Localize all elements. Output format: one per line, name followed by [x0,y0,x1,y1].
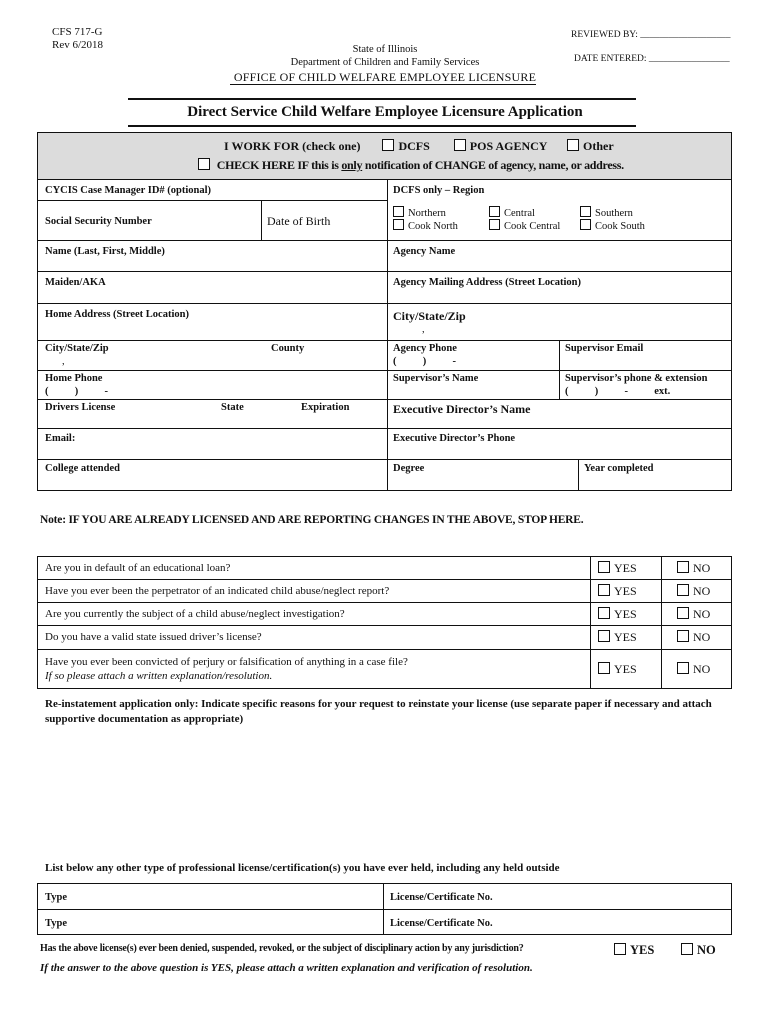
grid-divider [387,179,388,491]
license-no-2: License/Certificate No. [390,918,493,929]
expiration-label: Expiration [301,402,350,413]
office-name: OFFICE OF CHILD WELFARE EMPLOYEE LICENSURE [233,70,537,84]
q3-yes-checkbox[interactable] [598,607,610,619]
grid-rule [37,303,732,304]
work-for-row [224,139,614,154]
agency-city-label: City/State/Zip [393,309,466,323]
degree-label: Degree [393,463,425,474]
stop-note: Note: IF YOU ARE ALREADY LICENSED AND ARE REPORTING CHANGES IN THE ABOVE, STOP HERE. [40,514,584,526]
question-5-sub: If so please attach a written explanation/resolution. [45,670,273,682]
question-4: Do you have a valid state issued driver’s license? [45,631,262,643]
cook-north-checkbox[interactable] [393,219,404,230]
cook-central-checkbox[interactable] [489,219,500,230]
year-completed-label: Year completed [584,463,654,474]
q5-yes: YES [598,662,637,677]
denied-question: Has the above license(s) ever been denied, suspended, revoked, or the subject of disciplinary action by any jurisdiction? [40,943,524,954]
dcfs-region-label: DCFS only – Region [393,185,485,196]
grid-rule [37,399,732,400]
supervisor-phone-label: Supervisor’s phone & extension [565,373,708,384]
q4-yes-checkbox[interactable] [598,630,610,642]
q5-no: NO [677,662,710,677]
title-rule-bottom [128,125,636,127]
home-address-label: Home Address (Street Location) [45,309,189,320]
q1-yes-checkbox[interactable] [598,561,610,573]
reviewed-by: REVIEWED BY: ___________________ [571,30,731,40]
agency-phone-label: Agency Phone [393,343,457,354]
q1-yes: YES [598,561,637,576]
change-label: CHECK HERE IF this is [216,158,339,172]
license-type-1: Type [45,892,67,903]
agency-phone-format: ( ) - [393,356,456,367]
date-entered: DATE ENTERED: _________________ [574,54,730,64]
change-row [198,158,624,173]
agency-name-label: Agency Name [393,246,456,257]
grid-rule [37,459,732,460]
q2-no-checkbox[interactable] [677,584,689,596]
other-checkbox[interactable] [567,139,579,151]
license-no-1: License/Certificate No. [390,892,493,903]
grid-rule [37,340,732,341]
exec-phone-label: Executive Director’s Phone [393,433,516,444]
q5-yes-checkbox[interactable] [598,662,610,674]
q3-yes: YES [598,607,637,622]
header-rule [230,84,536,85]
title-rule-top [128,98,636,100]
form-title: Direct Service Child Welfare Employee Licensure Application [187,104,583,120]
maiden-label: Maiden/AKA [45,277,106,288]
question-2: Have you ever been the perpetrator of an indicated child abuse/neglect report? [45,585,390,597]
change-checkbox[interactable] [198,158,210,170]
q4-yes: YES [598,630,637,645]
question-5: Have you ever been convicted of perjury or falsification of anything in a case file? [45,656,408,668]
grid-divider [578,459,579,491]
license-divider [383,883,384,935]
q3-no: NO [677,607,710,622]
pos-agency-option: POS AGENCY [469,139,548,153]
license-list-label: List below any other type of professional license/certification(s) you have ever held, including any held outside [45,862,560,874]
grid-divider [261,200,262,240]
q-divider [661,556,662,689]
state-label: State [221,402,244,413]
q-rule [37,602,732,603]
q5-no-checkbox[interactable] [677,662,689,674]
cook-south-checkbox[interactable] [580,219,591,230]
license-type-2: Type [45,918,67,929]
form-rev: Rev 6/2018 [52,39,104,51]
region-cook-central: Cook Central [489,219,560,232]
q2-yes: YES [598,584,637,599]
pos-agency-checkbox[interactable] [454,139,466,151]
q1-no-checkbox[interactable] [677,561,689,573]
home-phone-format: ( ) - [45,386,108,397]
region-cook-north: Cook North [393,219,458,232]
cycis-label: CYCIS Case Manager ID# (optional) [45,185,212,196]
supervisor-phone-format: ( ) - ext. [565,386,671,397]
denied-yes-checkbox[interactable] [614,943,626,955]
name-label: Name (Last, First, Middle) [45,246,165,257]
region-southern: Southern [580,206,633,219]
dcfs-option: DCFS [398,139,430,153]
denied-yes: YES [614,943,654,958]
home-phone-label: Home Phone [45,373,103,384]
form-id: CFS 717-G [52,26,103,38]
q3-no-checkbox[interactable] [677,607,689,619]
denied-note: If the answer to the above question is YES, please attach a written explanation and verification of resolution. [40,962,533,974]
grid-divider [559,340,560,399]
agency-mailing-label: Agency Mailing Address (Street Location) [393,277,582,288]
license-rule [37,909,732,910]
ssn-label: Social Security Number [45,216,152,227]
reinstatement-text: Re-instatement application only: Indicate specific reasons for your request to reinstate your license (use separate paper if necessary and attach supportive documentation as appropriate) [45,698,712,725]
change-rest: notification of CHANGE of agency, name, or address. [364,158,624,172]
q2-no: NO [677,584,710,599]
supervisor-name-label: Supervisor’s Name [393,373,479,384]
state-name: State of Illinois [352,44,418,55]
grid-rule [37,200,387,201]
city-label: City/State/Zip [45,343,109,354]
q-rule [37,579,732,580]
q4-no-checkbox[interactable] [677,630,689,642]
grid-rule [37,428,732,429]
region-central: Central [489,206,535,219]
change-only: only [341,158,363,172]
exec-name-label: Executive Director’s Name [393,402,531,416]
agency-city-comma: , [422,324,425,335]
denied-no: NO [681,943,716,958]
central-checkbox[interactable] [489,206,500,217]
grid-rule [37,240,732,241]
denied-no-checkbox[interactable] [681,943,693,955]
dob-label: Date of Birth [267,214,331,228]
city-comma: , [62,356,65,367]
southern-checkbox[interactable] [580,206,591,217]
reinstatement-area[interactable] [45,730,725,855]
q-rule [37,625,732,626]
grid-rule [37,370,732,371]
grid-rule [37,271,732,272]
region-northern: Northern [393,206,446,219]
email-label: Email: [45,433,76,444]
question-3: Are you currently the subject of a child abuse/neglect investigation? [45,608,345,620]
q-rule [37,649,732,650]
drivers-license-label: Drivers License [45,402,116,413]
work-for-label: I WORK FOR (check one) [224,139,361,153]
q-divider [590,556,591,689]
county-label: County [271,343,305,354]
q1-no: NO [677,561,710,576]
region-cook-south: Cook South [580,219,645,232]
northern-checkbox[interactable] [393,206,404,217]
department-name: Department of Children and Family Services [290,57,480,68]
other-option: Other [583,139,614,153]
dcfs-checkbox[interactable] [382,139,394,151]
college-label: College attended [45,463,120,474]
question-1: Are you in default of an educational loan? [45,562,231,574]
q4-no: NO [677,630,710,645]
q2-yes-checkbox[interactable] [598,584,610,596]
supervisor-email-label: Supervisor Email [565,343,644,354]
